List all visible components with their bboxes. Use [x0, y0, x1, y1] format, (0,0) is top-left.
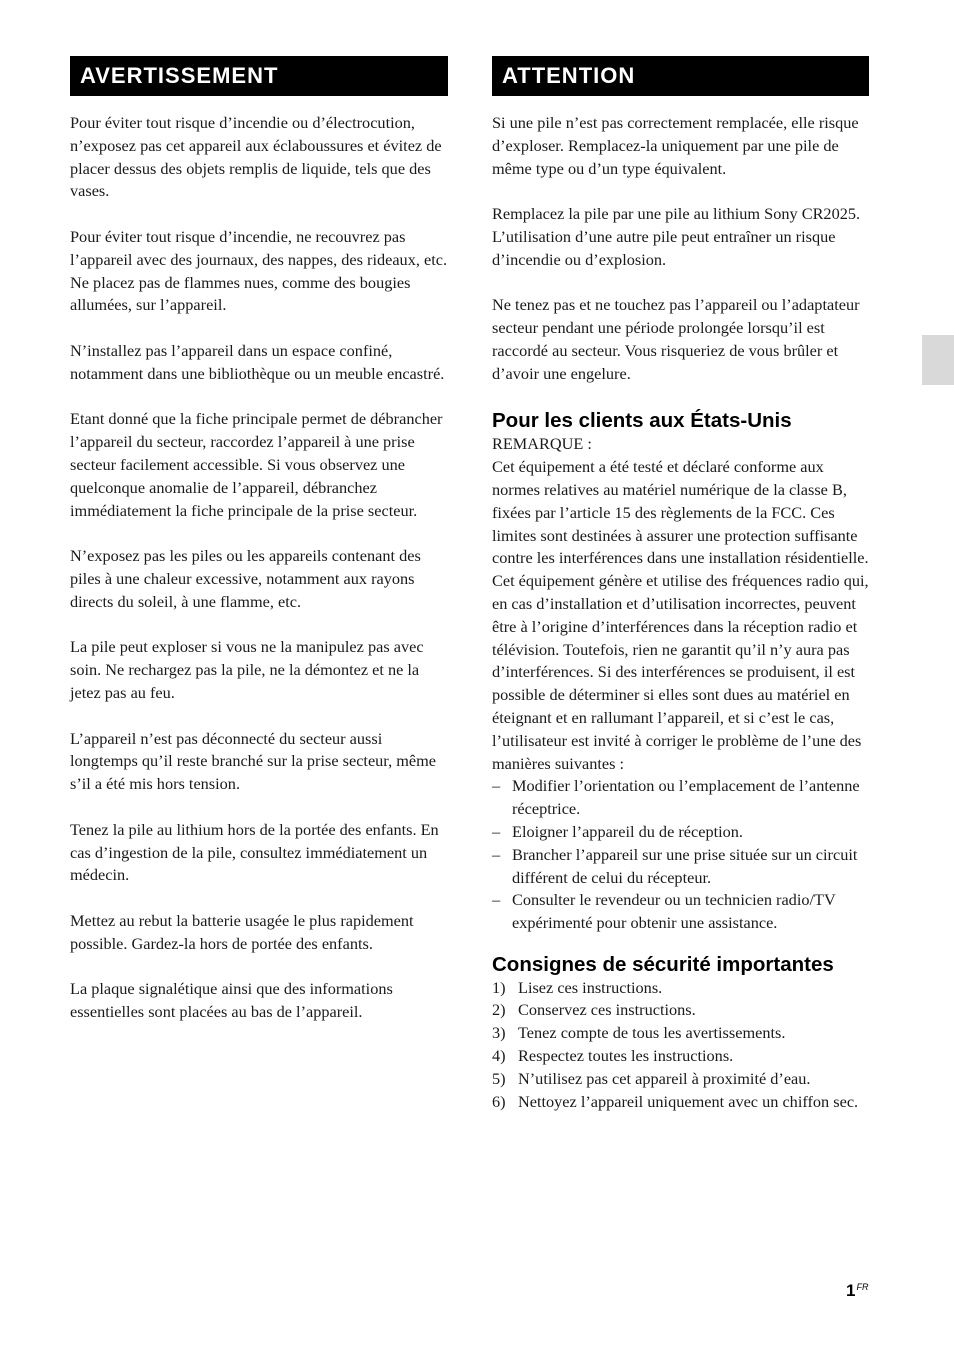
warning-paragraph: La plaque signalétique ainsi que des informations essentielles sont placées au bas de l’appareil.	[70, 979, 393, 1022]
fcc-remedy-list	[492, 775, 869, 935]
us-customers-heading: Pour les clients aux États-Unis	[492, 409, 792, 433]
warning-paragraph: N’exposez pas les piles ou les appareils contenant des piles à une chaleur excessive, notamment aux rayons directs du soleil, à une flamme, etc.	[70, 546, 421, 611]
list-item-text: Tenez compte de tous les avertissements.	[518, 1023, 786, 1043]
list-item	[492, 889, 869, 935]
attention-paragraph: Remplacez la pile par une pile au lithium Sony CR2025.	[492, 204, 861, 224]
list-number: 2)	[492, 1000, 506, 1020]
list-item-text: Conservez ces instructions.	[518, 1000, 696, 1020]
remark-label: REMARQUE :	[492, 434, 592, 454]
right-column	[492, 56, 869, 1113]
attention-paragraph: L’utilisation d’une autre pile peut entraîner un risque d’incendie ou d’explosion.	[492, 226, 836, 269]
attention-paragraph: Ne tenez pas et ne touchez pas l’appareil ou l’adaptateur secteur pendant une période prolongée lorsqu’il est raccordé au secteur. Vous risqueriez de vous brûler et d’avoir une engelure.	[492, 295, 860, 383]
list-item	[492, 775, 869, 821]
list-item-text: Nettoyez l’appareil uniquement avec un chiffon sec.	[518, 1091, 859, 1111]
list-item	[492, 999, 869, 1022]
section-tab-marker	[922, 335, 954, 385]
list-item	[492, 821, 869, 844]
warning-paragraph: La pile peut exploser si vous ne la manipulez pas avec soin. Ne rechargez pas la pile, ne la démontez et ne la jetez pas au feu.	[70, 637, 424, 702]
list-item-text: Consulter le revendeur ou un technicien radio/TV expérimenté pour obtenir une assistance.	[512, 890, 836, 933]
list-number: 4)	[492, 1046, 506, 1066]
list-item-text: Lisez ces instructions.	[518, 977, 663, 997]
list-number: 1)	[492, 977, 506, 997]
warning-paragraph: Mettez au rebut la batterie usagée le plus rapidement possible. Gardez-la hors de portée des enfants.	[70, 910, 414, 953]
avertissement-banner: AVERTISSEMENT	[70, 56, 448, 96]
page-number	[846, 1281, 868, 1301]
warning-paragraph: N’installez pas l’appareil dans un espace confiné, notamment dans une bibliothèque ou un meuble encastré.	[70, 340, 445, 383]
warning-paragraph: Etant donné que la fiche principale permet de débrancher l’appareil du secteur, raccordez l’appareil à une prise secteur facilement accessible. Si vous observez une quelconque anomalie de l’appareil, débranchez immédiatement la fiche principale de la prise secteur.	[70, 409, 443, 520]
warning-paragraph: Tenez la pile au lithium hors de la portée des enfants. En cas d’ingestion de la pile, consultez immédiatement un médecin.	[70, 819, 439, 885]
list-item-text: N’utilisez pas cet appareil à proximité d’eau.	[518, 1068, 811, 1088]
list-number: 5)	[492, 1068, 506, 1088]
warning-block	[70, 226, 448, 317]
list-item-text: Eloigner l’appareil du de réception.	[512, 821, 744, 841]
list-number: 3)	[492, 1023, 506, 1043]
list-item	[492, 1045, 869, 1068]
list-item	[492, 1022, 869, 1045]
list-item-text: Modifier l’orientation ou l’emplacement de l’antenne réceptrice.	[512, 776, 860, 819]
list-item	[492, 844, 869, 890]
list-item-text: Respectez toutes les instructions.	[518, 1046, 734, 1066]
attention-paragraph: Si une pile n’est pas correctement remplacée, elle risque d’exploser. Remplacez-la uniquement par une pile de même type ou d’un type équivalent.	[492, 113, 859, 178]
language-code: FR	[856, 1282, 869, 1292]
list-item	[492, 977, 869, 1000]
left-column	[70, 56, 448, 1047]
list-item-text: Brancher l’appareil sur une prise située sur un circuit différent de celui du récepteur.	[512, 844, 858, 887]
attention-banner: ATTENTION	[492, 56, 869, 96]
attention-block	[492, 203, 869, 271]
warning-paragraph: Pour éviter tout risque d’incendie ou d’électrocution, n’exposez pas cet appareil aux éclaboussures et évitez de placer dessus des objets remplis de liquide, tels que des vases.	[70, 113, 442, 201]
dash-marker: –	[492, 890, 501, 910]
safety-instructions-list	[492, 977, 869, 1114]
warning-paragraph: Pour éviter tout risque d’incendie, ne recouvrez pas l’appareil avec des journaux, des nappes, des rideaux, etc.	[70, 226, 448, 269]
warning-paragraph: Ne placez pas de flammes nues, comme des bougies allumées, sur l’appareil.	[70, 272, 411, 315]
warning-paragraph: L’appareil n’est pas déconnecté du secteur aussi longtemps qu’il reste branché sur la prise secteur, même s’il a été mis hors tension.	[70, 728, 437, 794]
list-item	[492, 1091, 869, 1114]
list-item	[492, 1068, 869, 1091]
fcc-notice: Cet équipement a été testé et déclaré conforme aux normes relatives au matériel numérique de la classe B, fixées par l’article 15 des règlements de la FCC. Ces limites sont destinées à assurer une protection suffisante contre les interférences dans une installation résidentielle. Cet équipement génère et utilise des fréquences radio qui, en cas d’installation et d’utilisation incorrectes, peuvent être à l’origine d’interférences dans la réception radio et télévision. Toutefois, rien ne garantit qu’il n’y aura pas d’interférences. Si des interférences se produisent, il est possible de déterminer si elles sont dues au matériel en éteignant et en rallumant l’appareil, et si c’est le cas, l’utilisateur est invité à corriger le problème de l’une des manières suivantes :	[492, 457, 869, 773]
dash-marker: –	[492, 844, 501, 864]
dash-marker: –	[492, 821, 501, 841]
dash-marker: –	[492, 776, 501, 796]
list-number: 6)	[492, 1091, 506, 1111]
safety-heading: Consignes de sécurité importantes	[492, 952, 834, 976]
page-number-value: 1	[846, 1281, 856, 1300]
